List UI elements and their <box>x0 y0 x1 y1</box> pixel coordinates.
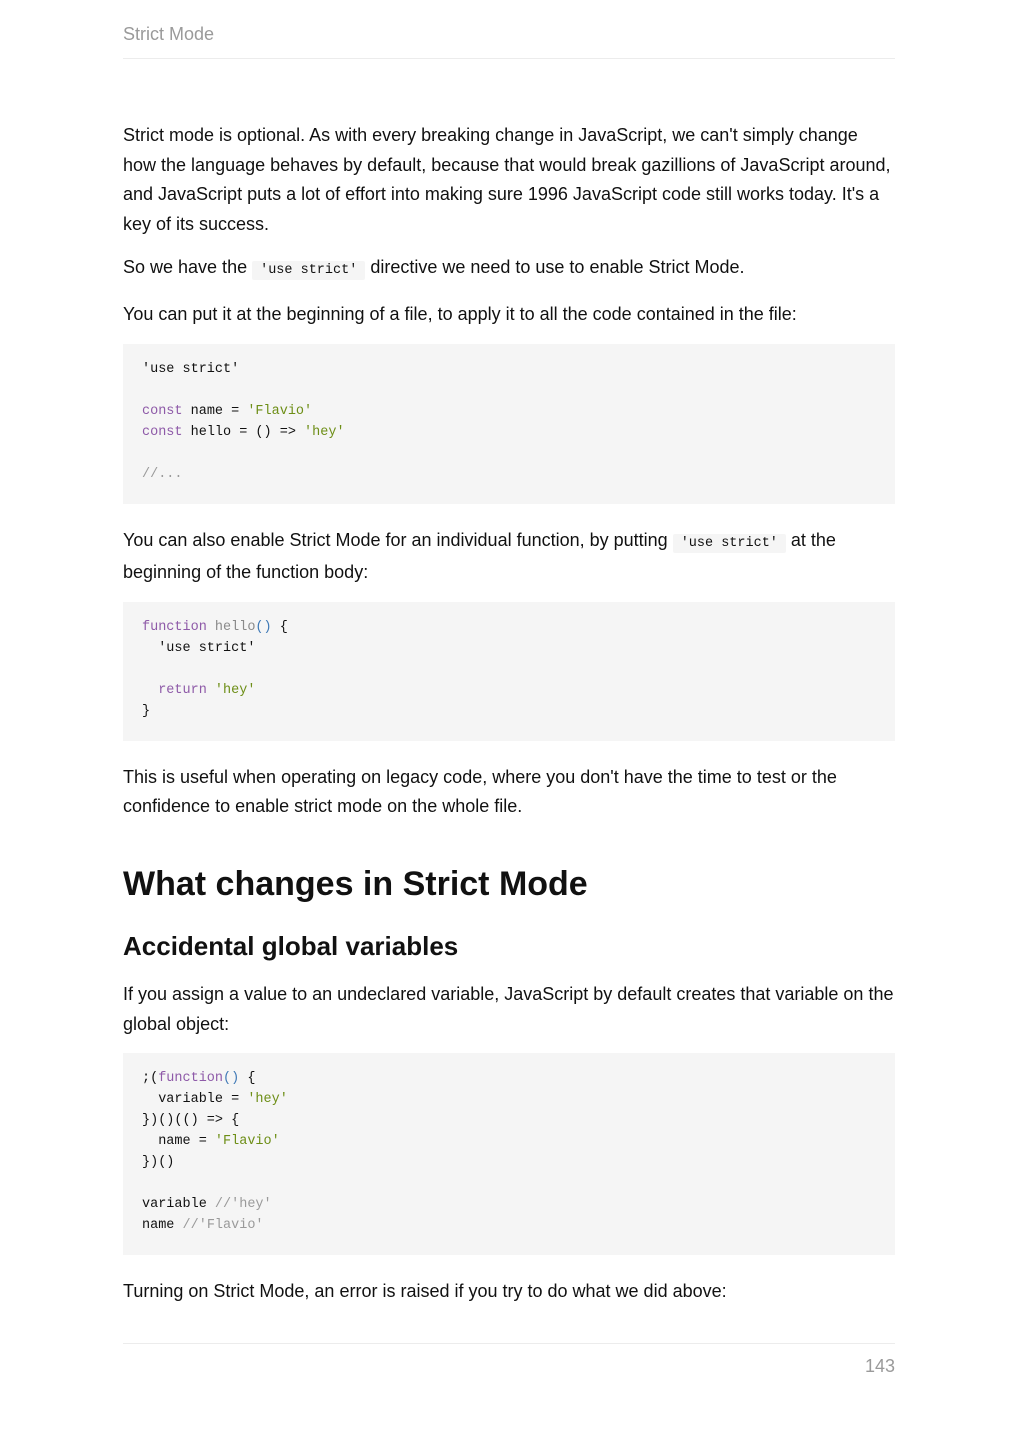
code-string: 'hey' <box>247 1092 288 1108</box>
footer-divider <box>123 1343 895 1344</box>
code-block-file <box>123 344 895 504</box>
code-line: } <box>142 703 151 719</box>
code-text: variable = <box>142 1092 248 1108</box>
code-keyword: function <box>158 1071 224 1087</box>
paragraph-text: You can also enable Strict Mode for an individual function, by putting <box>123 529 673 550</box>
code-text: name = <box>182 403 248 419</box>
code-text: name = <box>142 1134 215 1150</box>
code-block-globals <box>123 1053 895 1255</box>
code-line: 'use strict' <box>142 361 240 377</box>
paragraph-strict-error: Turning on Strict Mode, an error is raised if you try to do what we did above: <box>123 1281 727 1302</box>
code-line: })()(() => { <box>142 1113 240 1129</box>
paragraph-directive <box>123 253 895 286</box>
code-text: name <box>142 1218 183 1234</box>
code-line: })() <box>142 1155 175 1171</box>
paragraph-legacy: This is useful when operating on legacy code, where you don't have the time to test or the confidence to enable strict mode on the whole file. <box>123 766 837 817</box>
section-heading: What changes in Strict Mode <box>123 864 588 903</box>
code-text <box>142 683 158 698</box>
page-number: 143 <box>864 1356 895 1376</box>
paragraph-text: at the beginning of the function body: <box>123 529 836 583</box>
code-keyword: return <box>158 682 207 698</box>
code-line: 'use strict' <box>142 640 256 656</box>
code-string: 'Flavio' <box>247 403 313 419</box>
paragraph-intro: Strict mode is optional. As with every breaking change in JavaScript, we can't simply change how the language behaves by default, because that would break gazillions of JavaScript around, and JavaScript puts a lot of effort into making sure 1996 JavaScript code still works today. It's a key of its success. <box>123 125 891 234</box>
code-keyword: const <box>142 403 183 419</box>
code-text: { <box>239 1071 256 1087</box>
code-block-function <box>123 602 895 741</box>
code-text: { <box>271 619 288 635</box>
code-string: 'hey' <box>304 424 345 440</box>
code-params: () <box>223 1071 240 1087</box>
inline-code: 'use strict' <box>673 534 786 553</box>
inline-code: 'use strict' <box>252 261 365 280</box>
code-params: () <box>255 619 272 635</box>
paragraph-function-level <box>123 526 895 588</box>
code-keyword: function <box>142 619 207 635</box>
code-text <box>207 683 215 698</box>
paragraph-global-vars: If you assign a value to an undeclared variable, JavaScript by default creates that variable on the global object: <box>123 983 894 1034</box>
code-comment: //'Flavio' <box>182 1218 264 1234</box>
paragraph-text: directive we need to use to enable Strict Mode. <box>365 257 745 278</box>
main-content <box>123 121 895 1321</box>
code-comment: //... <box>142 466 183 482</box>
code-text: ;( <box>142 1071 159 1087</box>
paragraph-file-level: You can put it at the beginning of a file, to apply it to all the code contained in the file: <box>123 303 797 324</box>
header-divider <box>123 58 895 59</box>
code-keyword: const <box>142 424 183 440</box>
code-function-name: hello <box>206 619 256 635</box>
code-string: 'Flavio' <box>214 1134 280 1150</box>
subsection-heading: Accidental global variables <box>123 930 459 961</box>
code-string: 'hey' <box>214 682 256 698</box>
code-text: hello = () => <box>182 424 305 440</box>
running-header: Strict Mode <box>123 24 215 44</box>
code-text: variable <box>142 1197 215 1213</box>
code-comment: //'hey' <box>214 1197 272 1213</box>
paragraph-text: So we have the <box>123 257 253 278</box>
